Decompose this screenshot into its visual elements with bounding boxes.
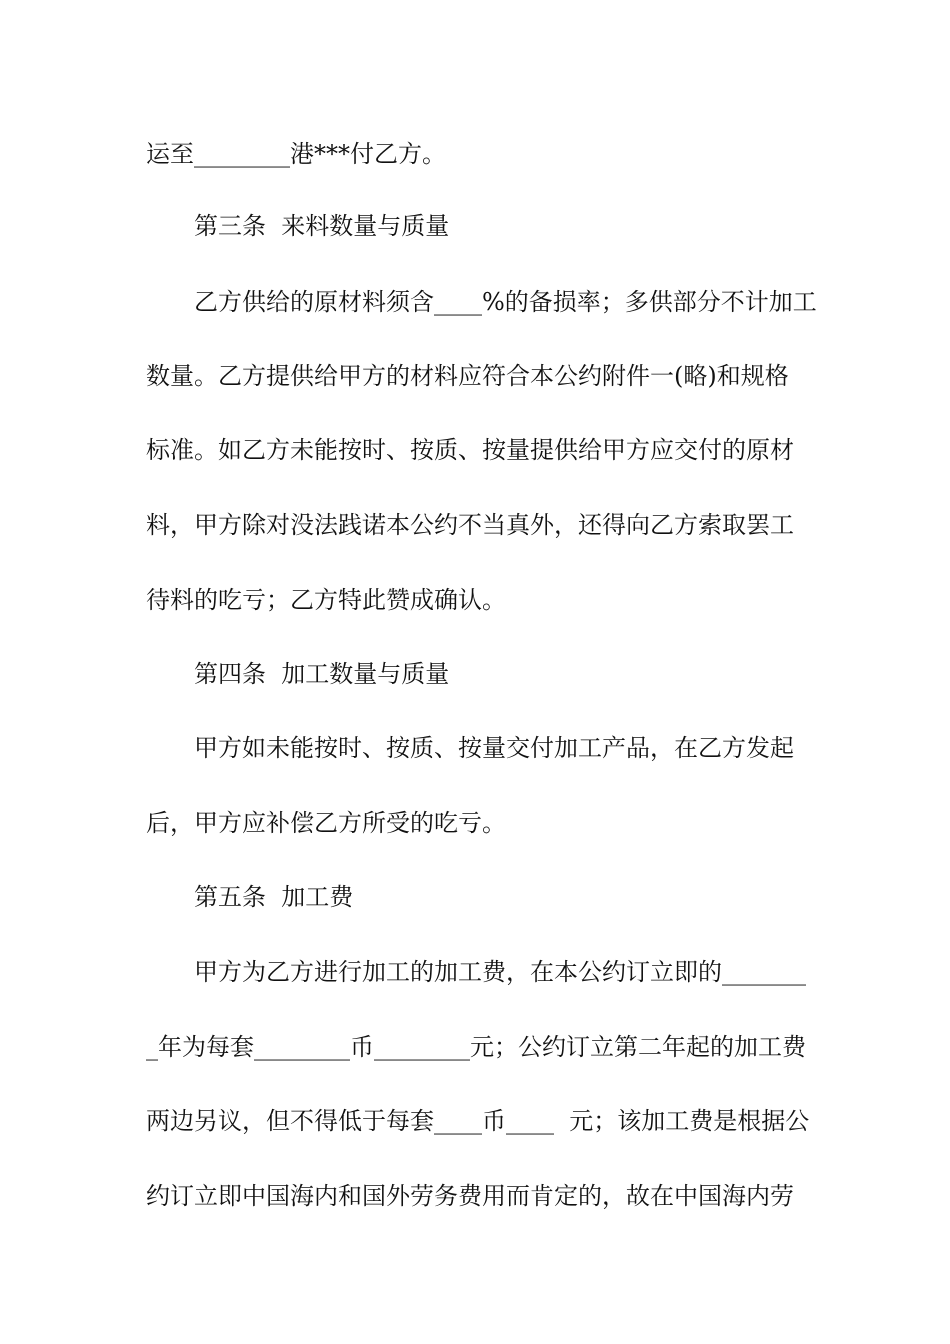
article-heading: 第四条 加工数量与质量 — [194, 660, 450, 688]
text-line: 料，甲方除对没法践诺本公约不当真外，还得向乙方索取罢工 — [146, 511, 794, 539]
text-line: 数量。乙方提供给甲方的材料应符合本公约附件一(略)和规格 — [146, 362, 789, 390]
text-line: 乙方供给的原材料须含____%的备损率；多供部分不计加工 — [194, 288, 817, 316]
text-line: _年为每套________币________元；公约订立第二年起的加工费 — [146, 1033, 806, 1061]
text-line: 后，甲方应补偿乙方所受的吃亏。 — [146, 809, 506, 837]
text-line: 甲方如未能按时、按质、按量交付加工产品，在乙方发起 — [194, 734, 794, 762]
article-heading: 第三条 来料数量与质量 — [194, 212, 450, 240]
text-line: 待料的吃亏；乙方特此赞成确认。 — [146, 586, 506, 614]
article-heading: 第五条 加工费 — [194, 883, 354, 911]
text-line: 约订立即中国海内和国外劳务费用而肯定的，故在中国海内劳 — [146, 1182, 794, 1210]
text-line: 甲方为乙方进行加工的加工费，在本公约订立即的_______ — [194, 958, 806, 986]
text-line: 两边另议，但不得低于每套____币____ 元；该加工费是根据公 — [146, 1107, 810, 1135]
text-line: 运至________港***付乙方。 — [146, 140, 446, 168]
text-line: 标准。如乙方未能按时、按质、按量提供给甲方应交付的原材 — [146, 436, 794, 464]
